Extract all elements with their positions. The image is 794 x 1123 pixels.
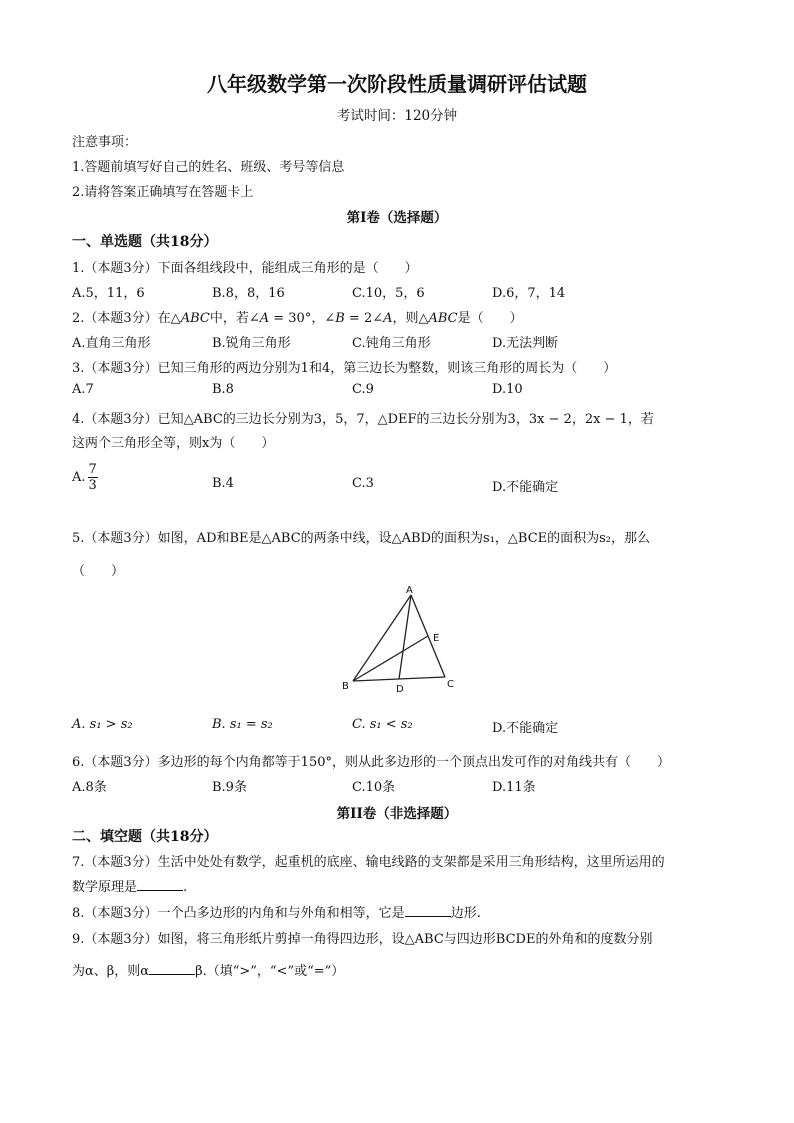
q6-option-b: B.9条 — [212, 780, 247, 795]
answer-blank — [149, 974, 195, 975]
exam-time: 考试时间：120分钟 — [336, 108, 458, 124]
q3-option-a: A.7 — [72, 382, 94, 397]
q5-option-a: A. s₁ > s₂ — [72, 717, 133, 732]
q4-option-c: C.3 — [352, 476, 374, 491]
q4-option-d: D.不能确定 — [492, 480, 559, 495]
section2-heading: 二、填空题（共18分） — [72, 829, 218, 845]
median-be — [353, 636, 428, 681]
part2-title: 第II卷（非选择题） — [336, 806, 458, 822]
section1-heading: 一、单选题（共18分） — [72, 234, 218, 250]
q1-option-b: B.8，8，16 — [212, 286, 285, 301]
q5-option-b: B. s₁ = s₂ — [212, 717, 273, 732]
q6-option-a: A.8条 — [72, 780, 107, 795]
question-3-stem: 3.（本题3分）已知三角形的两边分别为1和4，第三边长为整数，则该三角形的周长为（ ） — [72, 361, 617, 376]
label-a: A — [406, 585, 413, 596]
median-ad — [399, 595, 411, 679]
q1-option-a: A.5，11，6 — [72, 286, 145, 301]
question-7-line2: 数学原理是 . — [72, 880, 188, 895]
part1-title: 第I卷（选择题） — [346, 210, 448, 226]
question-6-stem: 6.（本题3分）多边形的每个内角都等于150°，则从此多边形的一个顶点出发可作的对角线共有（ ） — [72, 755, 670, 770]
q3-option-c: C.9 — [352, 382, 374, 397]
exam-title: 八年级数学第一次阶段性质量调研评估试题 — [207, 72, 587, 96]
q2-option-a: A.直角三角形 — [72, 336, 151, 351]
label-c: C — [447, 679, 454, 690]
q2-option-d: D.无法判断 — [492, 336, 559, 351]
q3-option-d: D.10 — [492, 382, 523, 397]
q5-option-d: D.不能确定 — [492, 721, 559, 736]
question-8: 8.（本题3分）一个凸多边形的内角和与外角和相等，它是 边形. — [72, 906, 481, 921]
q1-option-c: C.10，5，6 — [352, 286, 425, 301]
question-1-stem: 1.（本题3分）下面各组线段中，能组成三角形的是（ ） — [72, 261, 418, 276]
q2-option-b: B.锐角三角形 — [212, 336, 291, 351]
q5-option-c: C. s₁ < s₂ — [352, 717, 413, 732]
label-d: D — [396, 684, 404, 695]
label-b: B — [342, 681, 349, 692]
fraction: $\frac{7}{3}$ — [88, 462, 97, 493]
note-item: 1.答题前填写好自己的姓名、班级、考号等信息 — [72, 160, 345, 175]
q4-option-a: A. $\frac{7}{3}$ — [72, 462, 97, 493]
q1-option-d: D.6，7，14 — [492, 286, 566, 301]
question-5-line1: 5.（本题3分）如图，AD和BE是△ABC的两条中线，设△ABD的面积为s₁，△BCE的面积为s₂，那么 — [72, 531, 651, 546]
q3-option-b: B.8 — [212, 382, 234, 397]
q2-option-c: C.钝角三角形 — [352, 336, 431, 351]
q6-option-d: D.11条 — [492, 780, 536, 795]
notes-heading: 注意事项： — [72, 135, 138, 150]
side-ab — [353, 595, 411, 681]
question-2-stem: 2.（本题3分）在△ABC中，若∠A = 30°，∠B = 2∠A，则△ABC是（ ） — [72, 311, 523, 326]
q4-option-b: B.4 — [212, 476, 234, 491]
question-4-line2: 这两个三角形全等，则x为（ ） — [72, 436, 275, 451]
q6-option-c: C.10条 — [352, 780, 396, 795]
question-9-line2: 为α、β，则α β.（填“>”，“<”或“=”） — [72, 964, 345, 979]
answer-blank — [405, 916, 451, 917]
question-9-line1: 9.（本题3分）如图，将三角形纸片剪掉一角得四边形，设△ABC与四边形BCDE的外角和的度数分别 — [72, 932, 653, 947]
label-e: E — [433, 633, 440, 644]
question-4-line1: 4.（本题3分）已知△ABC的三边长分别为3，5，7，△DEF的三边长分别为3，3x − 2，2x − 1，若 — [72, 412, 654, 427]
question-5-line2: （ ） — [72, 564, 125, 579]
question-7-line1: 7.（本题3分）生活中处处有数学，起重机的底座、输电线路的支架都是采用三角形结构，这里所运用的 — [72, 855, 665, 870]
triangle-figure — [333, 585, 461, 695]
note-item: 2.请将答案正确填写在答题卡上 — [72, 185, 254, 200]
answer-blank — [137, 890, 183, 891]
